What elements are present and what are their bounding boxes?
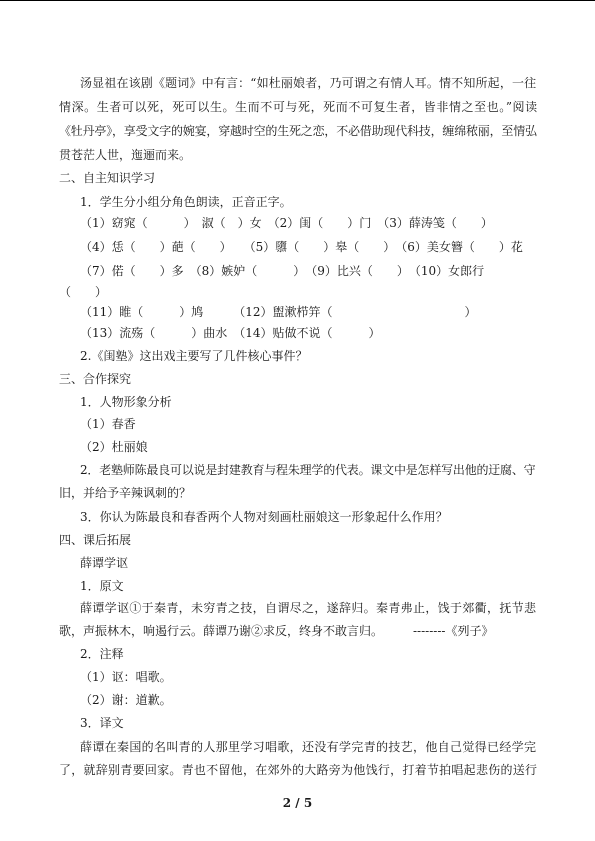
- text-line: （7）偌（ ）多 （8）嫉妒（ ） （9）比兴（ ） （10）女郎行: [80, 264, 485, 278]
- text-line: 情深。生者可以死，死可以生。生而不可与死，死而不可复生者，皆非情之至也。”阅读: [59, 100, 538, 114]
- text-line: 了，就辞别青要回家。青也不留他，在郊外的大路旁为他饯行，打着节拍唱起悲伤的送行: [59, 763, 538, 777]
- text-line: 2．老塾师陈最良可以说是封建教育与程朱理学的代表。课文中是怎样写出他的迂腐、守: [80, 463, 536, 477]
- text-line: 薛谭在秦国的名叫青的人那里学习唱歌，还没有学完青的技艺，他自己觉得已经学完: [80, 740, 537, 754]
- text-line: 3．你认为陈最良和春香两个人物对刻画杜丽娘这一形象起什么作用？: [80, 510, 448, 524]
- text-line: （2）谢：道歉。: [80, 693, 172, 707]
- text-line: 1．原文: [80, 579, 124, 593]
- text-line: 三、合作探究: [59, 372, 132, 386]
- text-line: （11）睢（ ）鸠 （12）盥漱栉笄（ ）: [80, 305, 477, 319]
- text-line: （1）窈窕（ ） 淑（ ）女 （2）闺（ ）门 （3）薛涛笺（ ）: [80, 216, 493, 230]
- page-number: 2 / 5: [282, 796, 313, 810]
- text-line: 1．人物形象分析: [80, 395, 172, 409]
- text-line: 薛谭学讴①于秦青，未穷青之技，自谓尽之，遂辞归。秦青弗止，饯于郊衢，抚节悲: [80, 601, 537, 615]
- text-line: 四、课后拓展: [59, 533, 132, 547]
- text-line: 汤显祖在该剧《题词》中有言：“如杜丽娘者，乃可谓之有情人耳。情不知所起，一往: [80, 76, 537, 90]
- text-line: （13）流殇（ ）曲水 （14）贴做不说（ ）: [80, 326, 381, 340]
- text-line: （1）春香: [80, 417, 136, 431]
- text-line: 旧，并给予辛辣讽刺的？: [59, 486, 192, 500]
- text-line: （1）讴：唱歌。: [80, 670, 172, 684]
- text-line: （2）杜丽娘: [80, 440, 148, 454]
- text-line: 贯苍茫人世，迤逦而来。: [59, 148, 192, 162]
- text-line: 3．译文: [80, 716, 124, 730]
- text-line: 1．学生分小组分角色朗读，正音正字。: [80, 195, 292, 209]
- top-border-line: [0, 0, 595, 1]
- text-line: 《牡丹亭》，享受文字的婉宴，穿越时空的生死之恋，不必借助现代科技，缠绵秾丽，至情弘: [59, 124, 537, 138]
- text-line: 2.《闺塾》这出戏主要写了几件核心事件？: [80, 349, 308, 363]
- text-line: 2．注释: [80, 647, 124, 661]
- text-line: 歌，声振林木，响遏行云。薛谭乃谢②求反，终身不敢言归。 --------《列子》: [59, 624, 494, 638]
- text-line: 二、自主知识学习: [59, 171, 156, 185]
- text-line: （4）恁（ ）葩（ ） （5）隳（ ）皋（ ） （6）美女簪（ ）花: [80, 240, 523, 254]
- text-line: 薛谭学讴: [80, 556, 129, 570]
- text-line: （ ）: [59, 285, 108, 299]
